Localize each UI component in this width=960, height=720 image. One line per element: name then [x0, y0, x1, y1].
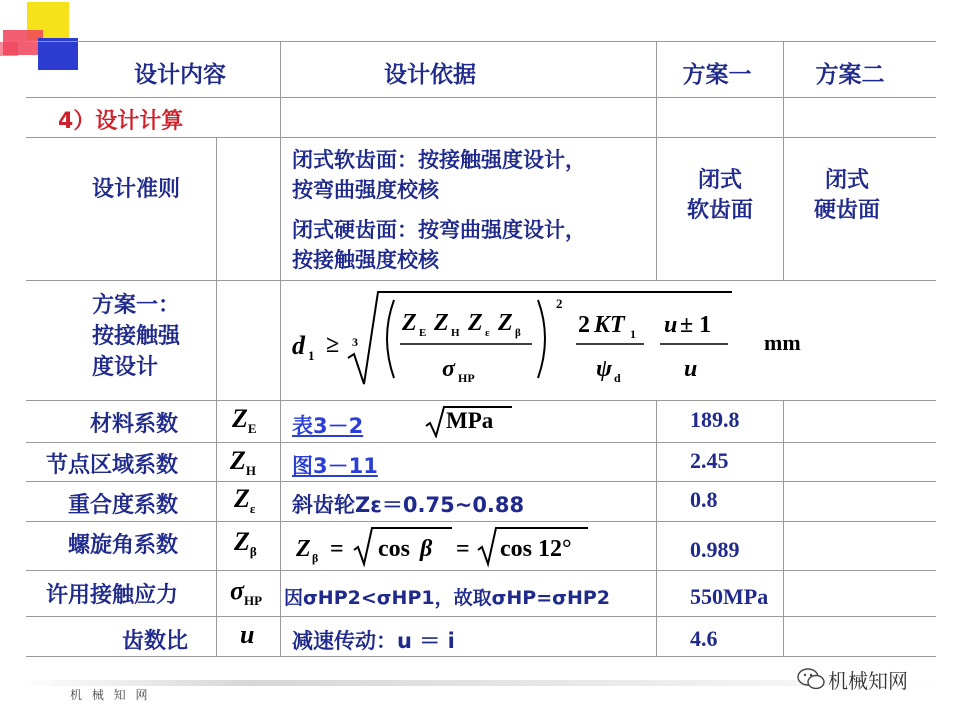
formula-unit: mm [764, 330, 801, 355]
formula-row-label-line3: 度设计 [92, 355, 159, 380]
table-row-border [26, 570, 936, 571]
header-design-content: 设计内容 [134, 62, 226, 88]
contact-ratio-basis: 斜齿轮Zε＝0.75~0.88 [292, 493, 525, 517]
svg-text:E: E [419, 327, 427, 339]
svg-text:cos 12°: cos 12° [500, 536, 572, 562]
svg-text:u: u [684, 356, 698, 382]
criterion-plan-two [787, 166, 907, 226]
watermark-text: 机械知网 [828, 669, 908, 693]
formula-row-label-line2: 按接触强 [92, 324, 181, 349]
section-title: 4）设计计算 [58, 109, 184, 134]
row-label-material-factor: 材料系数 [90, 412, 179, 437]
formula-row-label [92, 290, 180, 383]
header-design-basis: 设计依据 [384, 62, 476, 88]
svg-text:=: = [456, 536, 470, 562]
contact-strength-formula [286, 284, 746, 396]
criterion-plan-one-line1: 闭式 [697, 168, 742, 193]
table-col-border [656, 400, 657, 656]
svg-text:3: 3 [352, 335, 358, 349]
svg-text:Z: Z [402, 310, 417, 336]
row-label-gear-ratio: 齿数比 [122, 629, 189, 654]
svg-text:ψ: ψ [596, 356, 613, 382]
criterion-plan-one-line2: 软齿面 [686, 198, 753, 223]
table-row-border [26, 481, 936, 482]
value-ZE: 189.8 [690, 407, 740, 432]
criterion-label: 设计准则 [92, 177, 181, 202]
svg-text:≥: ≥ [326, 332, 340, 358]
table-top-border [26, 41, 936, 42]
criterion-basis-soft-line2: 按弯曲强度校核 [292, 178, 439, 202]
criterion-basis-hard-line1: 闭式硬齿面：按弯曲强度设计， [292, 218, 586, 242]
table-col-border [216, 137, 217, 656]
symbol-ZE: $Z_E$ [232, 404, 257, 437]
table-row-border [26, 137, 936, 138]
table-col-border [783, 41, 784, 280]
decor-square-red [3, 30, 43, 55]
table-3-2-link[interactable]: 表3－2 [292, 414, 364, 438]
symbol-Z-beta: $Z_\beta$ [234, 527, 257, 560]
criterion-basis-hard-line2: 按接触强度校核 [292, 248, 439, 272]
svg-text:d: d [292, 331, 305, 360]
value-Z-beta: 0.989 [690, 537, 740, 562]
svg-text:u: u [664, 312, 678, 338]
value-sigma-HP: 550MPa [690, 584, 769, 609]
criterion-plan-two-line2: 硬齿面 [813, 198, 880, 223]
svg-text:=: = [330, 536, 344, 562]
value-ZH: 2.45 [690, 448, 729, 473]
header-plan-one: 方案一 [682, 62, 752, 88]
table-col-border [280, 137, 281, 656]
svg-text:1: 1 [308, 348, 315, 363]
table-row-border [26, 521, 936, 522]
formula-row-label-line1: 方案一： [92, 293, 181, 318]
svg-text:σ: σ [442, 356, 455, 382]
svg-text:2: 2 [556, 296, 563, 311]
criterion-plan-two-line1: 闭式 [824, 168, 869, 193]
wechat-icon [797, 668, 825, 690]
value-Z-epsilon: 0.8 [690, 487, 718, 512]
svg-text:Z: Z [434, 310, 449, 336]
criterion-plan-one [660, 166, 780, 226]
allowable-stress-basis: 因σHP2<σHP1，故取σHP=σHP2 [284, 587, 610, 609]
table-col-border [656, 41, 657, 280]
table-bottom-border [26, 656, 936, 657]
row-label-helix-factor: 螺旋角系数 [68, 533, 179, 558]
criterion-basis-soft-line1: 闭式软齿面：按接触强度设计， [292, 148, 586, 172]
table-row-border [26, 400, 936, 401]
svg-text:KT: KT [594, 312, 625, 338]
row-label-zone-factor: 节点区域系数 [46, 453, 179, 478]
decor-square-blue [38, 38, 78, 70]
symbol-sigma-HP: $\sigma_{HP}$ [230, 576, 263, 609]
table-col-border [280, 41, 281, 137]
row-label-contact-ratio-factor: 重合度系数 [68, 493, 179, 518]
table-header-border [26, 97, 936, 98]
svg-text:± 1: ± 1 [680, 312, 712, 338]
symbol-ZH: $Z_H$ [230, 446, 257, 479]
svg-text:Z: Z [498, 310, 513, 336]
svg-text:ε: ε [485, 327, 490, 339]
figure-3-11-link[interactable]: 图3－11 [292, 454, 378, 478]
symbol-Z-epsilon: $Z_\varepsilon$ [234, 484, 256, 517]
svg-text:Z: Z [296, 536, 311, 562]
svg-text:1: 1 [630, 327, 636, 341]
helix-factor-formula [292, 524, 602, 568]
svg-text:HP: HP [458, 371, 475, 385]
svg-text:d: d [614, 371, 621, 385]
criterion-basis-hard [292, 215, 586, 275]
value-u: 4.6 [690, 626, 718, 651]
svg-text:2: 2 [578, 312, 590, 338]
svg-text:cos: cos [378, 536, 410, 562]
header-plan-two: 方案二 [815, 62, 885, 88]
symbol-u: u [240, 620, 255, 649]
row-label-allowable-stress: 许用接触应力 [46, 583, 179, 608]
svg-text:H: H [451, 327, 460, 339]
gear-ratio-basis: 减速传动：u ＝ i [292, 629, 455, 653]
table-row-border [26, 280, 936, 281]
footer-brand: 机 械 知 网 [70, 688, 151, 702]
svg-text:β: β [515, 327, 521, 339]
table-row-border [26, 442, 936, 443]
table-row-border [26, 616, 936, 617]
criterion-basis-soft [292, 145, 586, 205]
svg-text:β: β [312, 551, 319, 565]
mpa-unit: MPa [446, 408, 494, 433]
table-col-border [783, 400, 784, 656]
svg-text:Z: Z [468, 310, 483, 336]
svg-text:β: β [420, 536, 433, 562]
